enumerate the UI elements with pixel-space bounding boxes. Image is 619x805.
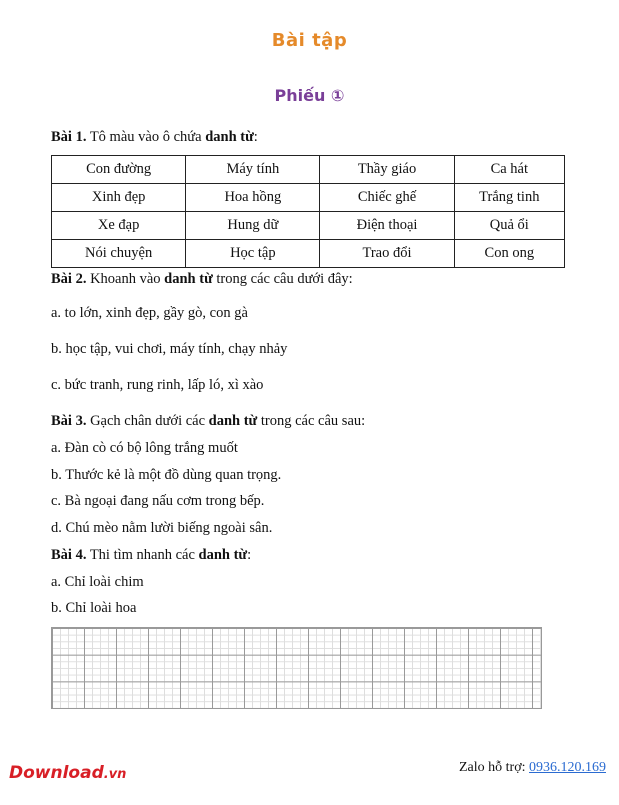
exercise-3-text-pre: Gạch chân dưới các (86, 413, 209, 429)
table-cell[interactable]: Xinh đẹp (52, 184, 186, 212)
table-cell[interactable]: Trao đổi (320, 240, 454, 268)
exercise-4-heading (51, 547, 251, 564)
exercise-3-label: Bài 3. (51, 413, 87, 429)
table-cell[interactable]: Học tập (186, 240, 320, 268)
table-cell[interactable]: Nói chuyện (52, 240, 186, 268)
exercise-3-item: b. Thước kẻ là một đồ dùng quan trọng. (51, 467, 282, 483)
exercise-3-item: a. Đàn cò có bộ lông trắng muốt (51, 440, 238, 456)
exercise-3-item: d. Chú mèo nằm lười biếng ngoài sân. (51, 520, 273, 536)
support-phone-link[interactable]: 0936.120.169 (529, 760, 606, 775)
exercise-1-label: Bài 1. (51, 129, 87, 145)
exercise-1-text-post: : (253, 129, 258, 145)
exercise-2-item: c. bức tranh, rung rinh, lấp ló, xì xào (51, 377, 264, 393)
exercise-2-heading (51, 271, 353, 288)
exercise-2-text-pre: Khoanh vào (86, 271, 165, 287)
worksheet-subtitle: Phiếu ① (274, 86, 345, 105)
table-cell[interactable]: Con ong (454, 240, 564, 268)
table-row (52, 212, 565, 240)
worksheet-title: Bài tập (271, 30, 348, 51)
table-cell[interactable]: Xe đạp (52, 212, 186, 240)
noun-table (51, 155, 565, 268)
exercise-4-keyword: danh từ (198, 547, 248, 563)
exercise-4-item: a. Chỉ loài chim (51, 574, 144, 590)
table-cell[interactable]: Hung dữ (186, 212, 320, 240)
exercise-2-keyword: danh từ (164, 271, 213, 287)
exercise-4-text-post: : (247, 547, 252, 563)
exercise-1-heading (51, 129, 258, 146)
exercise-2-label: Bài 2. (51, 271, 87, 287)
exercise-1-text-pre: Tô màu vào ô chứa (86, 129, 206, 145)
exercise-4-item: b. Chỉ loài hoa (51, 600, 137, 616)
exercise-3-heading (51, 413, 365, 430)
logo-suffix-text: .vn (103, 767, 127, 782)
exercise-3-keyword: danh từ (208, 413, 258, 429)
exercise-3-item: c. Bà ngoại đang nấu cơm trong bếp. (51, 493, 265, 509)
table-cell[interactable]: Máy tính (186, 156, 320, 184)
exercise-2-item: a. to lớn, xinh đẹp, gầy gò, con gà (51, 305, 248, 321)
table-cell[interactable]: Ca hát (454, 156, 564, 184)
table-cell[interactable]: Chiếc ghế (320, 184, 454, 212)
exercise-4-label: Bài 4. (51, 547, 87, 563)
table-cell[interactable]: Con đường (52, 156, 186, 184)
table-row (52, 184, 565, 212)
exercise-2-text-post: trong các câu dưới đây: (212, 271, 353, 287)
table-cell[interactable]: Trắng tinh (454, 184, 564, 212)
exercise-2-item: b. học tập, vui chơi, máy tính, chạy nhảy (51, 341, 288, 357)
download-logo[interactable] (9, 763, 126, 783)
table-cell[interactable]: Quả ổi (454, 212, 564, 240)
table-cell[interactable]: Điện thoại (320, 212, 454, 240)
writing-grid[interactable] (51, 627, 542, 709)
table-cell[interactable]: Thầy giáo (320, 156, 454, 184)
table-row (52, 156, 565, 184)
support-label: Zalo hỗ trợ: (459, 760, 529, 775)
support-contact (459, 760, 606, 776)
table-cell[interactable]: Hoa hồng (186, 184, 320, 212)
exercise-3-text-post: trong các câu sau: (257, 413, 366, 429)
table-row (52, 240, 565, 268)
logo-main-text: Download (9, 763, 104, 783)
exercise-1-keyword: danh từ (205, 129, 254, 145)
exercise-4-text-pre: Thi tìm nhanh các (86, 547, 199, 563)
